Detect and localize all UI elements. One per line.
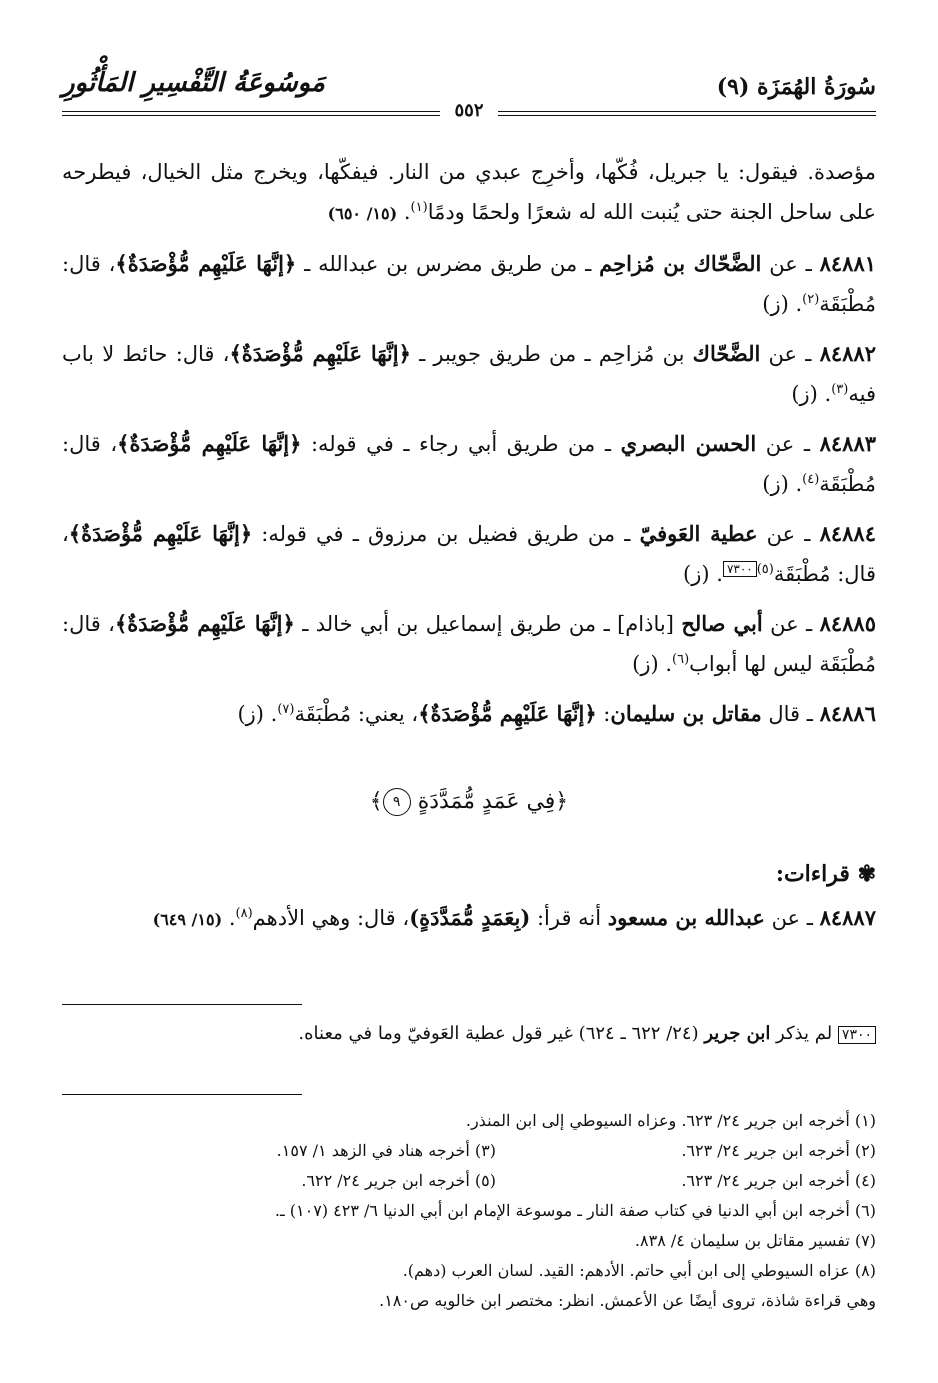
- entry-number: ٨٤٨٨٧: [819, 905, 876, 930]
- narrator-name: الحسن البصري: [620, 431, 757, 456]
- entry-text: ، قال: مُطْبَقَة: [62, 522, 876, 586]
- footnote-row: [62, 1166, 876, 1196]
- entry-text: ـ عن: [760, 342, 820, 366]
- narrator-name: عبدالله بن مسعود: [607, 905, 765, 930]
- volume-ref: (١٥/ ٦٤٩): [152, 910, 223, 929]
- footnotes: [62, 1106, 876, 1316]
- paragraph-text: مؤصدة. فيقول: يا جبريل، فُكّها، وأخرِج عبدي من النار. فيفكّها، ويخرج مثل الخيال، فيطرحه على ساحل الجنة حتى يُنبت الله له شعرًا ولحمًا ودمًا: [62, 160, 876, 224]
- entry-text: . (ز): [632, 652, 673, 676]
- surah-title: سُورَةُ الهُمَزَة (٩): [716, 74, 876, 100]
- entry-text: . (ز): [237, 702, 278, 726]
- entry-text: ـ من طريق مضرس بن عبدالله ـ: [296, 252, 600, 276]
- footnote: وهي قراءة شاذة، تروى أيضًا عن الأعمش. انظر: مختصر ابن خالويه ص١٨٠.: [379, 1291, 876, 1310]
- entry-text: ـ عن: [756, 432, 820, 456]
- entry-text: ، قال: وهي الأدهم: [252, 906, 410, 930]
- entry-text: .: [228, 906, 236, 930]
- footnote: (١) أخرجه ابن جرير ٢٤/ ٦٢٣. وعزاه السيوطي إلى ابن المنذر.: [465, 1111, 876, 1130]
- editor-note-marker[interactable]: ٧٣٠٠: [723, 561, 757, 577]
- main-text: [62, 152, 876, 950]
- footnote: (٨) عزاه السيوطي إلى ابن أبي حاتم. الأدهم: القيد. لسان العرب (دهم).: [402, 1261, 876, 1280]
- entry-text: ـ قال: [761, 702, 820, 726]
- entry-text: ـ عن: [764, 906, 820, 930]
- entry-text: [باذام] ـ من طريق إسماعيل بن أبي خالد ـ: [294, 612, 682, 636]
- ayah-text: ﴿فِي عَمَدٍ مُّمَدَّدَةٍ: [417, 789, 569, 814]
- entry-84882: [62, 334, 876, 414]
- footnote-marker[interactable]: (٧): [277, 702, 295, 717]
- footnote-marker[interactable]: (١): [410, 200, 428, 215]
- paragraph-continuation: مؤصدة. فيقول: يا جبريل، فُكّها، وأخرِج عبدي من النار. فيفكّها، ويخرج مثل الخيال، فيطرحه على ساحل الجنة حتى يُنبت الله له شعرًا ولحمًا ودمًا$^{(١)}$. (١٥/ ٦٥٠): [62, 160, 876, 224]
- book-page: [62, 66, 876, 1366]
- entry-text: ـ عن: [762, 612, 820, 636]
- footnote-marker[interactable]: (٥): [756, 562, 774, 577]
- running-header: [62, 66, 876, 121]
- entry-84881: [62, 244, 876, 324]
- volume-ref: (١٥/ ٦٥٠): [327, 204, 398, 223]
- entry-84887: [62, 898, 876, 940]
- flower-ornament-icon: ✾: [857, 861, 876, 887]
- entry-text: ، قال: حائط لا باب فيه: [62, 342, 876, 406]
- narrator-name: مقاتل بن سليمان: [610, 701, 762, 726]
- entry-text: ، قال: مُطْبَقَة ليس لها أبواب: [62, 612, 876, 676]
- footnote-marker[interactable]: (٢): [802, 292, 820, 307]
- editor-note-divider: [62, 1004, 302, 1005]
- entry-text: ـ من طريق فضيل بن مرزوق ـ في قوله:: [252, 522, 640, 546]
- quran-quote: ﴿إنَّهَا عَلَيْهِم مُّؤْصَدَةٌ﴾: [114, 611, 295, 636]
- footnote-row: [62, 1136, 876, 1166]
- entry-text: . (ز): [762, 472, 803, 496]
- note-text: لم يذكر: [770, 1023, 838, 1044]
- footnote-marker[interactable]: (٣): [831, 382, 849, 397]
- note-name: ابن جرير: [704, 1023, 771, 1044]
- section-title: قراءات:: [775, 861, 850, 887]
- entry-text: :: [596, 702, 611, 726]
- footnote: (٥) أخرجه ابن جرير ٢٤/ ٦٢٢.: [301, 1171, 496, 1190]
- entry-84883: [62, 424, 876, 504]
- narrator-name: عطية العَوفيّ: [639, 521, 758, 546]
- quran-quote: ﴿إنَّهَا عَلَيْهِم مُّؤْصَدَةٌ﴾: [68, 521, 253, 546]
- reading-quote: (بِعَمَدٍ مُّمَدَّدَةٍ): [409, 905, 531, 930]
- entry-number: ٨٤٨٨٥: [819, 611, 876, 636]
- footnote-marker[interactable]: (٤): [802, 472, 820, 487]
- footnote: (٢) أخرجه ابن جرير ٢٤/ ٦٢٣.: [681, 1141, 876, 1160]
- entry-number: ٨٤٨٨٤: [819, 521, 876, 546]
- entry-number: ٨٤٨٨٦: [819, 701, 876, 726]
- ayah-number-icon: ٩: [383, 788, 411, 816]
- entry-text: . (ز): [683, 562, 723, 586]
- footnote: (٣) أخرجه هناد في الزهد ١/ ١٥٧.: [276, 1141, 496, 1160]
- entry-84884: [62, 514, 876, 594]
- editor-note-number: ٧٣٠٠: [838, 1026, 876, 1044]
- entry-text: ـ عن: [761, 252, 820, 276]
- quran-quote: ﴿إنَّهَا عَلَيْهِم مُّؤْصَدَةٌ﴾: [117, 431, 302, 456]
- quran-quote: ﴿إنَّهَا عَلَيْهِم مُّؤْصَدَةٌ﴾: [418, 701, 597, 726]
- entry-number: ٨٤٨٨١: [819, 251, 877, 276]
- entry-text: أنه قرأ:: [530, 906, 608, 930]
- page-number: ٥٥٢: [440, 100, 497, 121]
- ayah-close: ﴾: [369, 789, 383, 814]
- footnote-marker[interactable]: (٨): [235, 906, 253, 921]
- footnote: (٤) أخرجه ابن جرير ٢٤/ ٦٢٣.: [681, 1171, 876, 1190]
- entry-text: ، قال: مُطْبَقَة: [62, 252, 876, 316]
- entry-text: . (ز): [762, 292, 803, 316]
- narrator-name: الضَّحّاك بن مُزاحِم: [599, 251, 762, 276]
- section-heading: [62, 854, 876, 894]
- footnote-marker[interactable]: (٦): [672, 652, 690, 667]
- entry-text: ، يعني: مُطْبَقَة: [294, 702, 419, 726]
- footnote: (٧) تفسير مقاتل بن سليمان ٤/ ٨٣٨.: [634, 1231, 876, 1250]
- narrator-name: الضَّحّاك: [692, 341, 761, 366]
- quran-quote: ﴿إنَّهَا عَلَيْهِم مُّؤْصَدَةٌ﴾: [115, 251, 297, 276]
- quran-quote: ﴿إنَّهَا عَلَيْهِم مُّؤْصَدَةٌ﴾: [229, 341, 411, 366]
- entry-text: بن مُزاحِم ـ من طريق جويبر ـ: [410, 342, 693, 366]
- entry-text: ـ من طريق أبي رجاء ـ في قوله:: [301, 432, 621, 456]
- entry-text: ـ عن: [757, 522, 820, 546]
- note-text: (٢٤/ ٦٢٢ ـ ٦٢٤) غير قول عطية العَوفيّ وما في معناه.: [298, 1023, 705, 1044]
- footnote: (٦) أخرجه ابن أبي الدنيا في كتاب صفة النار ـ موسوعة الإمام ابن أبي الدنيا ٦/ ٤٢٣ (١٠٧) ـ.: [274, 1201, 876, 1220]
- entry-84886: [62, 694, 876, 734]
- book-title: مَوسُوعَةُ التَّفْسِيرِ المَأْثُورِ: [62, 68, 325, 98]
- footnote-divider: [62, 1094, 302, 1095]
- narrator-name: أبي صالح: [681, 611, 763, 636]
- ayah-heading: [62, 782, 876, 822]
- entry-84885: [62, 604, 876, 684]
- entry-text: . (ز): [791, 382, 832, 406]
- entry-text: ، قال: مُطْبَقَة: [62, 432, 876, 496]
- entry-number: ٨٤٨٨٣: [819, 431, 877, 456]
- entry-number: ٨٤٨٨٢: [819, 341, 876, 366]
- editor-note: [62, 1014, 876, 1054]
- page-number-wrap: [62, 100, 876, 121]
